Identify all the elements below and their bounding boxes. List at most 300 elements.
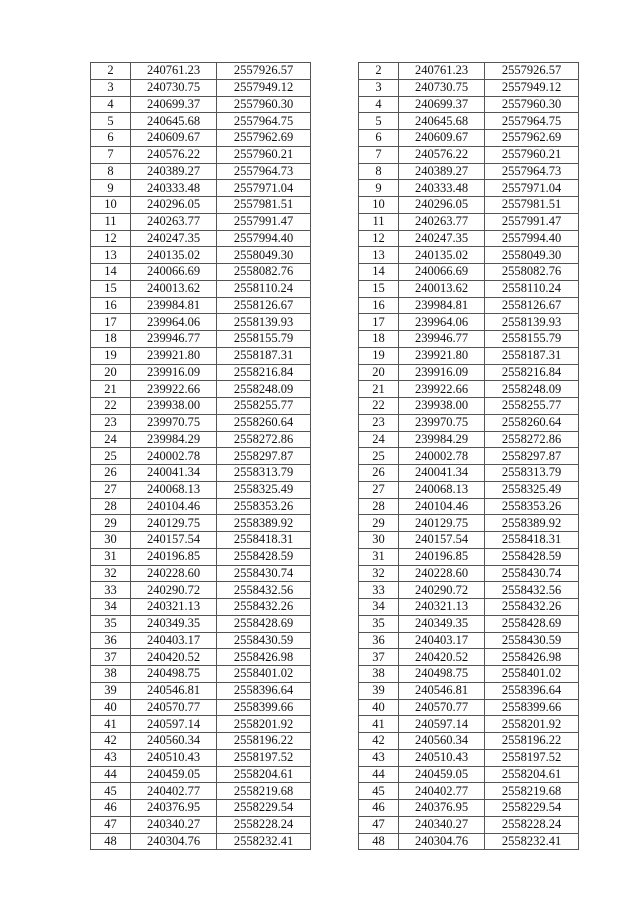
x-coordinate-cell: 240645.68 [131, 113, 217, 130]
y-coordinate-cell: 2558082.76 [485, 264, 579, 281]
x-coordinate-cell: 240597.14 [399, 716, 485, 733]
x-coordinate-cell: 240135.02 [399, 247, 485, 264]
point-number-cell: 24 [359, 431, 399, 448]
x-coordinate-cell: 240304.76 [131, 833, 217, 850]
point-number-cell: 2 [359, 63, 399, 80]
table-row [91, 582, 311, 599]
point-number-cell: 36 [91, 632, 131, 649]
point-number-cell: 10 [91, 197, 131, 214]
point-number-cell: 6 [359, 130, 399, 147]
x-coordinate-cell: 240597.14 [131, 716, 217, 733]
table-row [359, 180, 579, 197]
table-row [359, 213, 579, 230]
table-row [91, 548, 311, 565]
y-coordinate-cell: 2558297.87 [485, 448, 579, 465]
x-coordinate-cell: 240196.85 [131, 548, 217, 565]
table-row [91, 213, 311, 230]
point-number-cell: 7 [359, 146, 399, 163]
point-number-cell: 22 [91, 398, 131, 415]
x-coordinate-cell: 239946.77 [131, 331, 217, 348]
x-coordinate-cell: 240066.69 [131, 264, 217, 281]
y-coordinate-cell: 2558426.98 [485, 649, 579, 666]
point-number-cell: 15 [91, 280, 131, 297]
x-coordinate-cell: 240510.43 [131, 749, 217, 766]
point-number-cell: 39 [91, 682, 131, 699]
table-row [91, 130, 311, 147]
y-coordinate-cell: 2558216.84 [217, 364, 311, 381]
y-coordinate-cell: 2558110.24 [485, 280, 579, 297]
y-coordinate-cell: 2557971.04 [217, 180, 311, 197]
table-row [91, 398, 311, 415]
x-coordinate-cell: 240321.13 [131, 599, 217, 616]
table-row [91, 749, 311, 766]
x-coordinate-cell: 240157.54 [399, 532, 485, 549]
x-coordinate-cell: 239921.80 [399, 347, 485, 364]
x-coordinate-cell: 240296.05 [131, 197, 217, 214]
x-coordinate-cell: 240041.34 [131, 465, 217, 482]
x-coordinate-cell: 239916.09 [131, 364, 217, 381]
x-coordinate-cell: 240135.02 [131, 247, 217, 264]
y-coordinate-cell: 2558082.76 [217, 264, 311, 281]
table-row [91, 163, 311, 180]
x-coordinate-cell: 240420.52 [131, 649, 217, 666]
table-row [359, 230, 579, 247]
x-coordinate-cell: 240196.85 [399, 548, 485, 565]
y-coordinate-cell: 2558255.77 [217, 398, 311, 415]
point-number-cell: 7 [91, 146, 131, 163]
table-row [91, 800, 311, 817]
point-number-cell: 33 [359, 582, 399, 599]
y-coordinate-cell: 2557926.57 [217, 63, 311, 80]
point-number-cell: 16 [91, 297, 131, 314]
x-coordinate-cell: 239984.29 [131, 431, 217, 448]
point-number-cell: 12 [359, 230, 399, 247]
table-row [91, 79, 311, 96]
table-row [359, 548, 579, 565]
x-coordinate-cell: 240340.27 [399, 816, 485, 833]
x-coordinate-cell: 239938.00 [399, 398, 485, 415]
point-number-cell: 38 [359, 666, 399, 683]
y-coordinate-cell: 2558432.56 [485, 582, 579, 599]
point-number-cell: 22 [359, 398, 399, 415]
table-row [359, 113, 579, 130]
y-coordinate-cell: 2558197.52 [217, 749, 311, 766]
y-coordinate-cell: 2557994.40 [485, 230, 579, 247]
x-coordinate-cell: 240699.37 [399, 96, 485, 113]
x-coordinate-cell: 240129.75 [399, 515, 485, 532]
table-row [359, 582, 579, 599]
table-row [91, 481, 311, 498]
x-coordinate-cell: 239964.06 [131, 314, 217, 331]
point-number-cell: 47 [359, 816, 399, 833]
point-number-cell: 4 [359, 96, 399, 113]
table-row [91, 414, 311, 431]
table-row [359, 515, 579, 532]
point-number-cell: 35 [91, 615, 131, 632]
point-number-cell: 13 [359, 247, 399, 264]
x-coordinate-cell: 240459.05 [131, 766, 217, 783]
y-coordinate-cell: 2558313.79 [217, 465, 311, 482]
point-number-cell: 31 [359, 548, 399, 565]
point-number-cell: 28 [91, 498, 131, 515]
table-row [359, 280, 579, 297]
table-row [91, 532, 311, 549]
x-coordinate-cell: 240340.27 [131, 816, 217, 833]
point-number-cell: 30 [91, 532, 131, 549]
table-row [359, 146, 579, 163]
x-coordinate-cell: 240228.60 [131, 565, 217, 582]
table-row [91, 347, 311, 364]
y-coordinate-cell: 2558260.64 [217, 414, 311, 431]
y-coordinate-cell: 2557964.73 [217, 163, 311, 180]
x-coordinate-cell: 240389.27 [131, 163, 217, 180]
y-coordinate-cell: 2558418.31 [485, 532, 579, 549]
point-number-cell: 42 [359, 733, 399, 750]
x-coordinate-cell: 240420.52 [399, 649, 485, 666]
y-coordinate-cell: 2558187.31 [485, 347, 579, 364]
y-coordinate-cell: 2558155.79 [485, 331, 579, 348]
y-coordinate-cell: 2558049.30 [217, 247, 311, 264]
point-number-cell: 12 [91, 230, 131, 247]
x-coordinate-cell: 240546.81 [131, 682, 217, 699]
y-coordinate-cell: 2558418.31 [217, 532, 311, 549]
table-row [359, 800, 579, 817]
point-number-cell: 23 [359, 414, 399, 431]
y-coordinate-cell: 2558428.69 [217, 615, 311, 632]
y-coordinate-cell: 2558187.31 [217, 347, 311, 364]
y-coordinate-cell: 2558430.74 [485, 565, 579, 582]
y-coordinate-cell: 2558399.66 [217, 699, 311, 716]
point-number-cell: 27 [91, 481, 131, 498]
y-coordinate-cell: 2558297.87 [217, 448, 311, 465]
x-coordinate-cell: 240546.81 [399, 682, 485, 699]
y-coordinate-cell: 2558232.41 [485, 833, 579, 850]
point-number-cell: 15 [359, 280, 399, 297]
y-coordinate-cell: 2558430.74 [217, 565, 311, 582]
point-number-cell: 37 [359, 649, 399, 666]
table-row [359, 347, 579, 364]
point-number-cell: 29 [91, 515, 131, 532]
x-coordinate-cell: 240068.13 [399, 481, 485, 498]
table-row [91, 599, 311, 616]
x-coordinate-cell: 240570.77 [131, 699, 217, 716]
x-coordinate-cell: 240402.77 [399, 783, 485, 800]
point-number-cell: 38 [91, 666, 131, 683]
x-coordinate-cell: 240321.13 [399, 599, 485, 616]
x-coordinate-cell: 240730.75 [131, 79, 217, 96]
point-number-cell: 18 [91, 331, 131, 348]
point-number-cell: 16 [359, 297, 399, 314]
coordinate-table-left [90, 62, 311, 850]
table-row [91, 766, 311, 783]
y-coordinate-cell: 2558389.92 [485, 515, 579, 532]
y-coordinate-cell: 2557949.12 [485, 79, 579, 96]
point-number-cell: 40 [91, 699, 131, 716]
y-coordinate-cell: 2558399.66 [485, 699, 579, 716]
point-number-cell: 43 [359, 749, 399, 766]
table-row [91, 96, 311, 113]
table-row [359, 398, 579, 415]
point-number-cell: 32 [359, 565, 399, 582]
table-row [91, 247, 311, 264]
x-coordinate-cell: 240333.48 [399, 180, 485, 197]
table-row [359, 733, 579, 750]
x-coordinate-cell: 240290.72 [131, 582, 217, 599]
table-body [91, 63, 311, 850]
point-number-cell: 10 [359, 197, 399, 214]
table-row [359, 331, 579, 348]
point-number-cell: 21 [359, 381, 399, 398]
y-coordinate-cell: 2557949.12 [217, 79, 311, 96]
point-number-cell: 36 [359, 632, 399, 649]
table-row [91, 465, 311, 482]
y-coordinate-cell: 2557981.51 [217, 197, 311, 214]
y-coordinate-cell: 2558229.54 [485, 800, 579, 817]
x-coordinate-cell: 240402.77 [131, 783, 217, 800]
y-coordinate-cell: 2558396.64 [485, 682, 579, 699]
x-coordinate-cell: 240349.35 [399, 615, 485, 632]
x-coordinate-cell: 239984.81 [399, 297, 485, 314]
table-row [359, 599, 579, 616]
y-coordinate-cell: 2558353.26 [485, 498, 579, 515]
table-row [91, 615, 311, 632]
point-number-cell: 47 [91, 816, 131, 833]
x-coordinate-cell: 240699.37 [131, 96, 217, 113]
table-row [359, 766, 579, 783]
y-coordinate-cell: 2558216.84 [485, 364, 579, 381]
table-row [91, 515, 311, 532]
x-coordinate-cell: 240510.43 [399, 749, 485, 766]
table-row [91, 146, 311, 163]
point-number-cell: 3 [91, 79, 131, 96]
y-coordinate-cell: 2558139.93 [485, 314, 579, 331]
table-row [91, 716, 311, 733]
table-row [359, 130, 579, 147]
y-coordinate-cell: 2557991.47 [217, 213, 311, 230]
x-coordinate-cell: 240304.76 [399, 833, 485, 850]
point-number-cell: 32 [91, 565, 131, 582]
x-coordinate-cell: 239984.29 [399, 431, 485, 448]
point-number-cell: 9 [91, 180, 131, 197]
point-number-cell: 44 [91, 766, 131, 783]
y-coordinate-cell: 2557926.57 [485, 63, 579, 80]
table-row [359, 666, 579, 683]
x-coordinate-cell: 239921.80 [131, 347, 217, 364]
x-coordinate-cell: 240263.77 [399, 213, 485, 230]
x-coordinate-cell: 240290.72 [399, 582, 485, 599]
point-number-cell: 17 [91, 314, 131, 331]
x-coordinate-cell: 240376.95 [131, 800, 217, 817]
point-number-cell: 45 [359, 783, 399, 800]
x-coordinate-cell: 240389.27 [399, 163, 485, 180]
table-row [359, 565, 579, 582]
y-coordinate-cell: 2557960.21 [485, 146, 579, 163]
y-coordinate-cell: 2558426.98 [217, 649, 311, 666]
point-number-cell: 21 [91, 381, 131, 398]
x-coordinate-cell: 240645.68 [399, 113, 485, 130]
coordinate-table-right [358, 62, 579, 850]
point-number-cell: 9 [359, 180, 399, 197]
y-coordinate-cell: 2558325.49 [217, 481, 311, 498]
x-coordinate-cell: 239984.81 [131, 297, 217, 314]
table-row [91, 297, 311, 314]
x-coordinate-cell: 240013.62 [399, 280, 485, 297]
y-coordinate-cell: 2558110.24 [217, 280, 311, 297]
point-number-cell: 39 [359, 682, 399, 699]
x-coordinate-cell: 240498.75 [399, 666, 485, 683]
y-coordinate-cell: 2558228.24 [485, 816, 579, 833]
point-number-cell: 34 [91, 599, 131, 616]
point-number-cell: 46 [359, 800, 399, 817]
x-coordinate-cell: 240576.22 [399, 146, 485, 163]
point-number-cell: 11 [359, 213, 399, 230]
table-row [91, 649, 311, 666]
table-row [359, 749, 579, 766]
x-coordinate-cell: 240498.75 [131, 666, 217, 683]
point-number-cell: 41 [91, 716, 131, 733]
y-coordinate-cell: 2558272.86 [485, 431, 579, 448]
y-coordinate-cell: 2558255.77 [485, 398, 579, 415]
y-coordinate-cell: 2558049.30 [485, 247, 579, 264]
y-coordinate-cell: 2557994.40 [217, 230, 311, 247]
x-coordinate-cell: 240247.35 [399, 230, 485, 247]
x-coordinate-cell: 240761.23 [131, 63, 217, 80]
table-row [359, 682, 579, 699]
point-number-cell: 8 [359, 163, 399, 180]
point-number-cell: 24 [91, 431, 131, 448]
x-coordinate-cell: 239922.66 [399, 381, 485, 398]
y-coordinate-cell: 2558432.56 [217, 582, 311, 599]
table-row [359, 532, 579, 549]
point-number-cell: 18 [359, 331, 399, 348]
point-number-cell: 8 [91, 163, 131, 180]
table-row [359, 716, 579, 733]
table-row [91, 63, 311, 80]
table-row [91, 699, 311, 716]
table-row [359, 699, 579, 716]
x-coordinate-cell: 240459.05 [399, 766, 485, 783]
y-coordinate-cell: 2558401.02 [485, 666, 579, 683]
table-row [91, 314, 311, 331]
y-coordinate-cell: 2558313.79 [485, 465, 579, 482]
x-coordinate-cell: 240609.67 [399, 130, 485, 147]
point-number-cell: 11 [91, 213, 131, 230]
table-row [359, 833, 579, 850]
table-row [359, 63, 579, 80]
table-row [359, 498, 579, 515]
table-body [359, 63, 579, 850]
table-row [91, 733, 311, 750]
table-row [91, 565, 311, 582]
y-coordinate-cell: 2558228.24 [217, 816, 311, 833]
x-coordinate-cell: 240560.34 [131, 733, 217, 750]
point-number-cell: 5 [91, 113, 131, 130]
x-coordinate-cell: 240104.46 [131, 498, 217, 515]
table-row [91, 331, 311, 348]
y-coordinate-cell: 2558248.09 [485, 381, 579, 398]
point-number-cell: 28 [359, 498, 399, 515]
y-coordinate-cell: 2558155.79 [217, 331, 311, 348]
table-row [359, 448, 579, 465]
table-row [91, 816, 311, 833]
x-coordinate-cell: 240570.77 [399, 699, 485, 716]
point-number-cell: 14 [359, 264, 399, 281]
point-number-cell: 31 [91, 548, 131, 565]
point-number-cell: 35 [359, 615, 399, 632]
x-coordinate-cell: 240002.78 [399, 448, 485, 465]
y-coordinate-cell: 2558428.59 [485, 548, 579, 565]
table-row [91, 180, 311, 197]
point-number-cell: 46 [91, 800, 131, 817]
x-coordinate-cell: 240228.60 [399, 565, 485, 582]
point-number-cell: 33 [91, 582, 131, 599]
y-coordinate-cell: 2558196.22 [217, 733, 311, 750]
point-number-cell: 14 [91, 264, 131, 281]
table-row [359, 632, 579, 649]
x-coordinate-cell: 240041.34 [399, 465, 485, 482]
y-coordinate-cell: 2558204.61 [217, 766, 311, 783]
x-coordinate-cell: 240247.35 [131, 230, 217, 247]
x-coordinate-cell: 240609.67 [131, 130, 217, 147]
point-number-cell: 45 [91, 783, 131, 800]
table-row [91, 431, 311, 448]
point-number-cell: 20 [359, 364, 399, 381]
x-coordinate-cell: 240349.35 [131, 615, 217, 632]
table-row [359, 364, 579, 381]
y-coordinate-cell: 2558219.68 [217, 783, 311, 800]
point-number-cell: 4 [91, 96, 131, 113]
x-coordinate-cell: 240066.69 [399, 264, 485, 281]
point-number-cell: 44 [359, 766, 399, 783]
table-row [91, 113, 311, 130]
point-number-cell: 37 [91, 649, 131, 666]
y-coordinate-cell: 2558197.52 [485, 749, 579, 766]
point-number-cell: 25 [91, 448, 131, 465]
y-coordinate-cell: 2558432.26 [217, 599, 311, 616]
table-row [359, 381, 579, 398]
point-number-cell: 26 [359, 465, 399, 482]
y-coordinate-cell: 2558204.61 [485, 766, 579, 783]
point-number-cell: 19 [359, 347, 399, 364]
x-coordinate-cell: 240068.13 [131, 481, 217, 498]
table-row [359, 163, 579, 180]
table-row [91, 498, 311, 515]
x-coordinate-cell: 240002.78 [131, 448, 217, 465]
x-coordinate-cell: 240013.62 [131, 280, 217, 297]
y-coordinate-cell: 2557971.04 [485, 180, 579, 197]
x-coordinate-cell: 240296.05 [399, 197, 485, 214]
x-coordinate-cell: 239946.77 [399, 331, 485, 348]
table-row [359, 264, 579, 281]
y-coordinate-cell: 2557960.30 [485, 96, 579, 113]
table-row [359, 783, 579, 800]
y-coordinate-cell: 2558126.67 [485, 297, 579, 314]
x-coordinate-cell: 240403.17 [131, 632, 217, 649]
x-coordinate-cell: 240376.95 [399, 800, 485, 817]
table-row [91, 666, 311, 683]
y-coordinate-cell: 2557962.69 [217, 130, 311, 147]
y-coordinate-cell: 2558126.67 [217, 297, 311, 314]
y-coordinate-cell: 2558232.41 [217, 833, 311, 850]
table-row [91, 197, 311, 214]
y-coordinate-cell: 2558428.59 [217, 548, 311, 565]
table-row [359, 79, 579, 96]
y-coordinate-cell: 2558428.69 [485, 615, 579, 632]
table-row [91, 364, 311, 381]
table-row [91, 264, 311, 281]
point-number-cell: 48 [359, 833, 399, 850]
point-number-cell: 17 [359, 314, 399, 331]
